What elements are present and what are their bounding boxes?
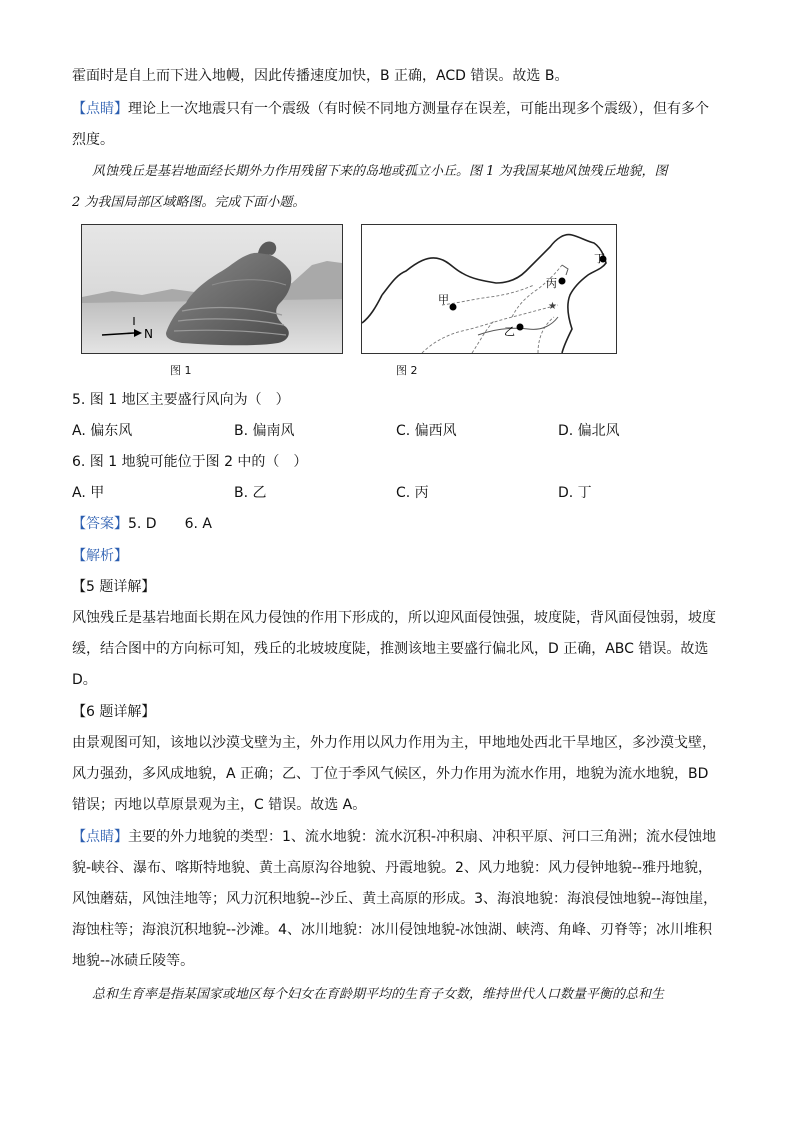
- question-6-stem: 6. 图 1 地貌可能位于图 2 中的（ ）: [72, 454, 308, 470]
- marker-jia: 甲: [438, 293, 449, 306]
- capital-star-icon: ★: [548, 301, 557, 312]
- figure-2-map: [361, 224, 617, 354]
- tip2-line-1: [72, 827, 716, 847]
- answer-line: [72, 514, 212, 534]
- tip2-line-2: 貌-峡谷、瀑布、喀斯特地貌、黄土高原沟谷地貌、丹霞地貌。2、风力地貌：风力侵钟地貌--雅丹地貌，: [72, 860, 713, 876]
- question-6-option-a: A. 甲: [72, 485, 105, 501]
- tip2-text: 主要的外力地貌的类型：1、流水地貌：流水沉积-冲积扇、冲积平原、河口三角洲；流水侵蚀地: [128, 829, 716, 845]
- q6-detail-heading: 【6 题详解】: [72, 704, 156, 720]
- tip2-label: 【点睛】: [72, 829, 128, 845]
- tip2-line-4: 海蚀柱等；海浪沉积地貌--沙滩。4、冰川地貌：冰川侵蚀地貌-冰蚀湖、峡湾、角峰、刃脊等；冰川堆积: [72, 922, 713, 938]
- figure-1-photo: [81, 224, 343, 354]
- answer-text: 5. D 6. A: [128, 516, 212, 532]
- next-passage-intro: 总和生育率是指某国家或地区每个妇女在育龄期平均的生育子女数，维持世代人口数量平衡的总和生: [92, 987, 665, 1002]
- question-5-option-b: B. 偏南风: [234, 423, 295, 439]
- marker-yi: 乙: [504, 325, 515, 338]
- question-5-option-c: C. 偏西风: [396, 423, 457, 439]
- question-6-option-b: B. 乙: [234, 485, 267, 501]
- figure-1-caption: 图 1: [170, 364, 192, 377]
- figure-2-caption: 图 2: [396, 364, 418, 377]
- analysis-label: 【解析】: [72, 548, 128, 564]
- continuation-text: 霍面时是自上而下进入地幔，因此传播速度加快，B 正确，ACD 错误。故选 B。: [72, 68, 569, 84]
- wind-eroded-hill-photo: [82, 225, 342, 353]
- passage-intro-line-1: 风蚀残丘是基岩地面经长期外力作用残留下来的岛地或孤立小丘。图 1 为我国某地风蚀残丘地貌，图: [92, 164, 668, 179]
- passage-intro-line-2: 2 为我国局部区域略图。完成下面小题。: [72, 195, 306, 210]
- question-5-option-a: A. 偏东风: [72, 423, 133, 439]
- china-region-map: [362, 225, 616, 353]
- tip2-line-3: 风蚀蘑菇，风蚀洼地等；风力沉积地貌--沙丘、黄土高原的形成。3、海浪地貌：海浪侵蚀地貌--海蚀崖，: [72, 891, 718, 907]
- q5-detail-line-2: 缓，结合图中的方向标可知，残丘的北坡坡度陡，推测该地主要盛行偏北风，D 正确，ABC 错误。故选: [72, 641, 709, 657]
- question-5-option-d: D. 偏北风: [558, 423, 620, 439]
- tip-paragraph-line-2: 烈度。: [72, 132, 114, 148]
- tip-text: 理论上一次地震只有一个震级（有时候不同地方测量存在误差，可能出现多个震级），但有多个: [128, 101, 709, 117]
- q5-detail-heading: 【5 题详解】: [72, 579, 156, 595]
- question-6-option-c: C. 丙: [396, 485, 429, 501]
- tip-label: 【点睛】: [72, 101, 128, 117]
- marker-bing: 丙: [546, 277, 557, 290]
- q6-detail-line-3: 错误；丙地以草原景观为主，C 错误。故选 A。: [72, 797, 367, 813]
- direction-label: N: [144, 327, 153, 341]
- tip-paragraph-line-1: [72, 99, 709, 119]
- marker-ding: 丁: [594, 252, 605, 265]
- q5-detail-line-1: 风蚀残丘是基岩地面长期在风力侵蚀的作用下形成的，所以迎风面侵蚀强，坡度陡，背风面侵蚀弱，坡度: [72, 610, 716, 626]
- q6-detail-line-1: 由景观图可知，该地以沙漠戈壁为主，外力作用以风力作用为主，甲地地处西北干旱地区，多沙漠戈壁，: [72, 735, 716, 751]
- answer-label: 【答案】: [72, 516, 128, 532]
- q6-detail-line-2: 风力强劲，多风成地貌，A 正确；乙、丁位于季风气候区，外力作用为流水作用，地貌为流水地貌，BD: [72, 766, 709, 782]
- question-5-stem: 5. 图 1 地区主要盛行风向为（ ）: [72, 392, 290, 408]
- tip2-line-5: 地貌--冰碛丘陵等。: [72, 953, 195, 969]
- question-6-option-d: D. 丁: [558, 485, 592, 501]
- q5-detail-line-3: D。: [72, 672, 97, 688]
